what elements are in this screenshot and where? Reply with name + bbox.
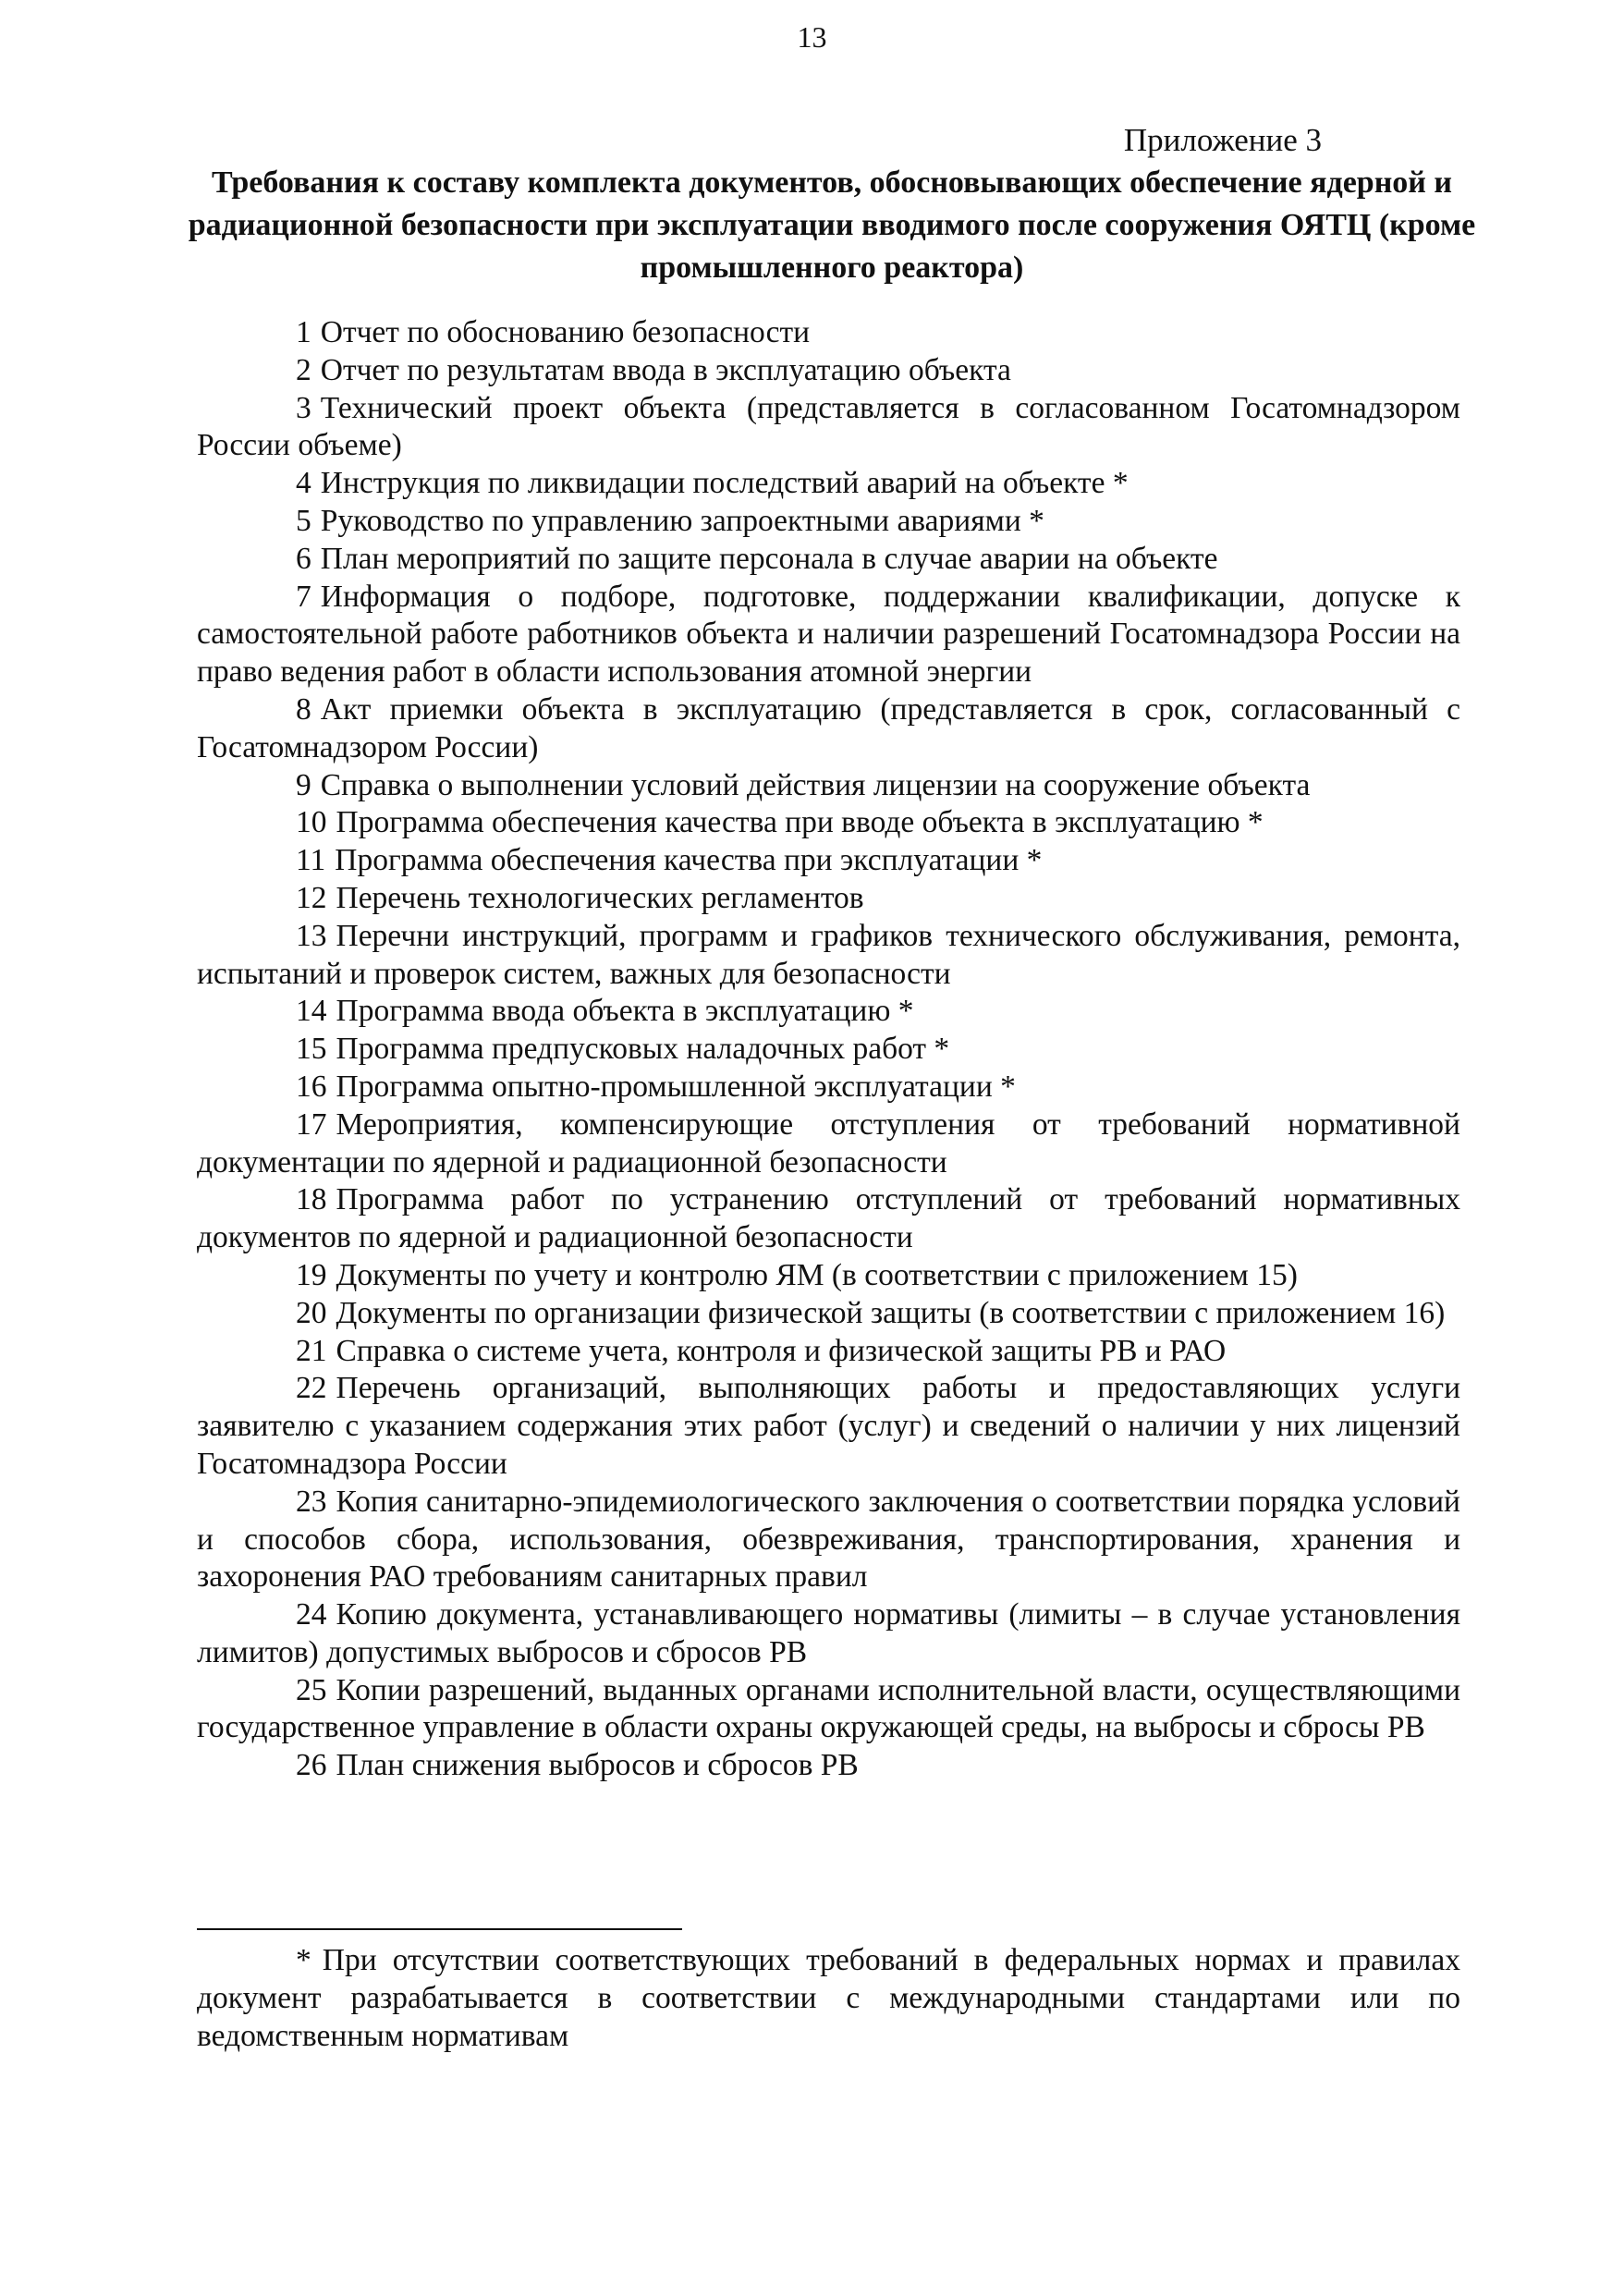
requirements-list xyxy=(197,314,1460,1785)
list-item xyxy=(197,1257,1460,1295)
item-number: 16 xyxy=(296,1069,327,1104)
item-text: Документы по организации физической защиты (в соответствии с приложением 16) xyxy=(336,1295,1446,1330)
item-number: 7 xyxy=(296,579,311,614)
item-number: 13 xyxy=(296,918,327,953)
appendix-label: Приложение 3 xyxy=(1123,122,1322,158)
list-item xyxy=(197,1181,1460,1257)
list-item xyxy=(197,804,1460,842)
list-item xyxy=(197,579,1460,691)
item-number: 23 xyxy=(296,1484,327,1519)
item-text: Справка о системе учета, контроля и физической защиты РВ и РАО xyxy=(336,1333,1227,1368)
list-item xyxy=(197,918,1460,994)
item-text: Справка о выполнении условий действия лицензии на сооружение объекта xyxy=(320,767,1311,802)
item-number: 9 xyxy=(296,767,311,802)
item-text: Документы по учету и контролю ЯМ (в соответствии с приложением 15) xyxy=(336,1257,1298,1292)
item-text: Мероприятия, компенсирующие отступления от требований нормативной документации по ядерной и радиационной безопасности xyxy=(197,1106,1460,1180)
item-number: 6 xyxy=(296,541,311,576)
list-item xyxy=(197,352,1460,390)
list-item xyxy=(197,1747,1460,1785)
item-number: 5 xyxy=(296,503,311,538)
item-text: Программа работ по устранению отступлений от требований нормативных документов по ядерной и радиационной безопасности xyxy=(197,1182,1460,1255)
footnote-mark: * xyxy=(296,1943,311,1977)
item-text: Программа опытно-промышленной эксплуатации * xyxy=(336,1069,1016,1104)
page-number: 13 xyxy=(797,20,827,54)
item-text: Программа обеспечения качества при вводе объекта в эксплуатацию * xyxy=(336,805,1264,840)
list-item xyxy=(197,767,1460,805)
item-text: План мероприятий по защите персонала в случае аварии на объекте xyxy=(320,541,1218,576)
list-item xyxy=(197,691,1460,767)
item-number: 4 xyxy=(296,466,311,501)
list-item xyxy=(197,1031,1460,1069)
item-text: План снижения выбросов и сбросов РВ xyxy=(336,1748,859,1783)
list-item xyxy=(197,1295,1460,1333)
footnote-text: При отсутствии соответствующих требований в федеральных нормах и правилах документ разрабатывается в соответствии с международными стандартами или по ведомственным нормативам xyxy=(197,1943,1460,2053)
item-number: 12 xyxy=(296,880,327,915)
item-number: 14 xyxy=(296,994,327,1029)
list-item xyxy=(197,503,1460,541)
footnote xyxy=(197,1941,1460,2055)
item-text: Копии разрешений, выданных органами исполнительной власти, осуществляющими государственное управление в области охраны окружающей среды, на выбросы и сбросы РВ xyxy=(197,1672,1460,1745)
item-number: 17 xyxy=(296,1106,327,1142)
list-item xyxy=(197,314,1460,352)
item-number: 20 xyxy=(296,1295,327,1330)
list-item xyxy=(197,465,1460,503)
item-text: Технический проект объекта (представляется в согласованном Госатомнадзором России объеме) xyxy=(197,390,1460,463)
item-text: Отчет по результатам ввода в эксплуатацию объекта xyxy=(320,352,1011,387)
item-text: Перечни инструкций, программ и графиков технического обслуживания, ремонта, испытаний и проверок систем, важных для безопасности xyxy=(197,918,1460,991)
item-text: Акт приемки объекта в эксплуатацию (представляется в срок, согласованный с Госатомнадзором России) xyxy=(197,691,1460,764)
item-text: Отчет по обоснованию безопасности xyxy=(320,315,811,349)
list-item xyxy=(197,1333,1460,1371)
list-item xyxy=(197,1069,1460,1106)
item-text: Программа предпусковых наладочных работ * xyxy=(336,1032,950,1067)
item-number: 3 xyxy=(296,390,311,425)
item-number: 8 xyxy=(296,691,311,727)
list-item xyxy=(197,1370,1460,1483)
item-number: 24 xyxy=(296,1597,327,1632)
item-number: 1 xyxy=(296,315,311,349)
item-number: 25 xyxy=(296,1672,327,1707)
item-text: Информация о подборе, подготовке, поддержании квалификации, допуске к самостоятельной работе работников объекта и наличии разрешений Госатомнадзора России на право ведения работ в области использования атомной энергии xyxy=(197,579,1460,690)
document-title: Требования к составу комплекта документов, обосновывающих обеспечение ядерной и радиационной безопасности при эксплуатации вводимого после сооружения ОЯТЦ (кроме промышленного реактора) xyxy=(188,165,1476,285)
item-number: 21 xyxy=(296,1333,327,1368)
list-item xyxy=(197,390,1460,466)
list-item xyxy=(197,541,1460,579)
list-item xyxy=(197,880,1460,918)
list-item xyxy=(197,1596,1460,1672)
item-number: 10 xyxy=(296,805,327,840)
list-item xyxy=(197,993,1460,1031)
item-text: Копию документа, устанавливающего нормативы (лимиты – в случае установления лимитов) допустимых выбросов и сбросов РВ xyxy=(197,1597,1460,1669)
item-text: Перечень технологических регламентов xyxy=(336,880,864,915)
item-number: 2 xyxy=(296,352,311,387)
item-number: 15 xyxy=(296,1032,327,1067)
item-number: 18 xyxy=(296,1182,327,1217)
item-text: Инструкция по ликвидации последствий аварий на объекте * xyxy=(320,466,1129,501)
item-text: Программа обеспечения качества при эксплуатации * xyxy=(335,843,1043,878)
list-item xyxy=(197,1484,1460,1596)
item-number: 22 xyxy=(296,1371,327,1406)
item-text: Программа ввода объекта в эксплуатацию * xyxy=(336,994,914,1029)
list-item xyxy=(197,842,1460,880)
footnote-divider xyxy=(197,1928,682,1930)
item-text: Перечень организаций, выполняющих работы и предоставляющих услуги заявителю с указанием содержания этих работ (услуг) и сведений о наличии у них лицензий Госатомнадзора России xyxy=(197,1371,1460,1481)
item-number: 26 xyxy=(296,1748,327,1783)
list-item xyxy=(197,1106,1460,1182)
item-text: Копия санитарно-эпидемиологического заключения о соответствии порядка условий и способов сбора, использования, обезвреживания, транспортирования, хранения и захоронения РАО требованиям санитарных правил xyxy=(197,1484,1460,1595)
item-number: 11 xyxy=(296,843,326,878)
item-text: Руководство по управлению запроектными авариями * xyxy=(320,503,1044,538)
item-number: 19 xyxy=(296,1257,327,1292)
list-item xyxy=(197,1672,1460,1748)
